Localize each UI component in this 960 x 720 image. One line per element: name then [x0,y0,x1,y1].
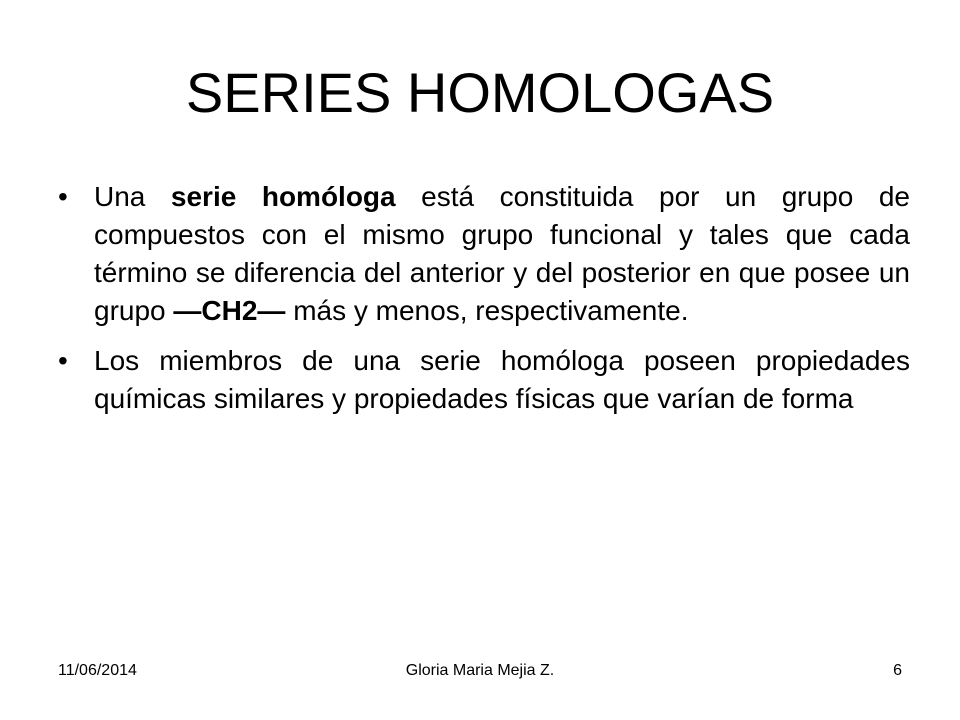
bullet-marker: • [58,181,68,212]
bullet-1-bold-formula: —CH2— [173,295,286,326]
bullet-marker: • [58,345,68,376]
bullet-1-text-part-2: está constituida por un grupo de compuestos con el mismo grupo funcional y tales que cada término se diferencia del anterior y del posterior en que posee un grupo [94,181,910,326]
footer-page-number: 6 [893,662,902,679]
bullet-2-text: Los miembros de una serie homóloga poseen propiedades químicas similares y propiedades físicas que varían de forma [94,345,910,414]
bullet-item-1 [58,178,910,330]
slide-title: SERIES HOMOLOGAS [185,61,775,124]
footer-date: 11/06/2014 [58,662,137,679]
bullet-list [58,178,910,418]
bullet-1-text-part-1: Una [94,181,171,212]
bullet-1-text-part-3: más y menos, respectivamente. [285,295,689,326]
bullet-item-2 [58,342,910,418]
footer-author: Gloria Maria Mejia Z. [405,662,555,679]
bullet-1-bold-term: serie homóloga [170,181,396,212]
